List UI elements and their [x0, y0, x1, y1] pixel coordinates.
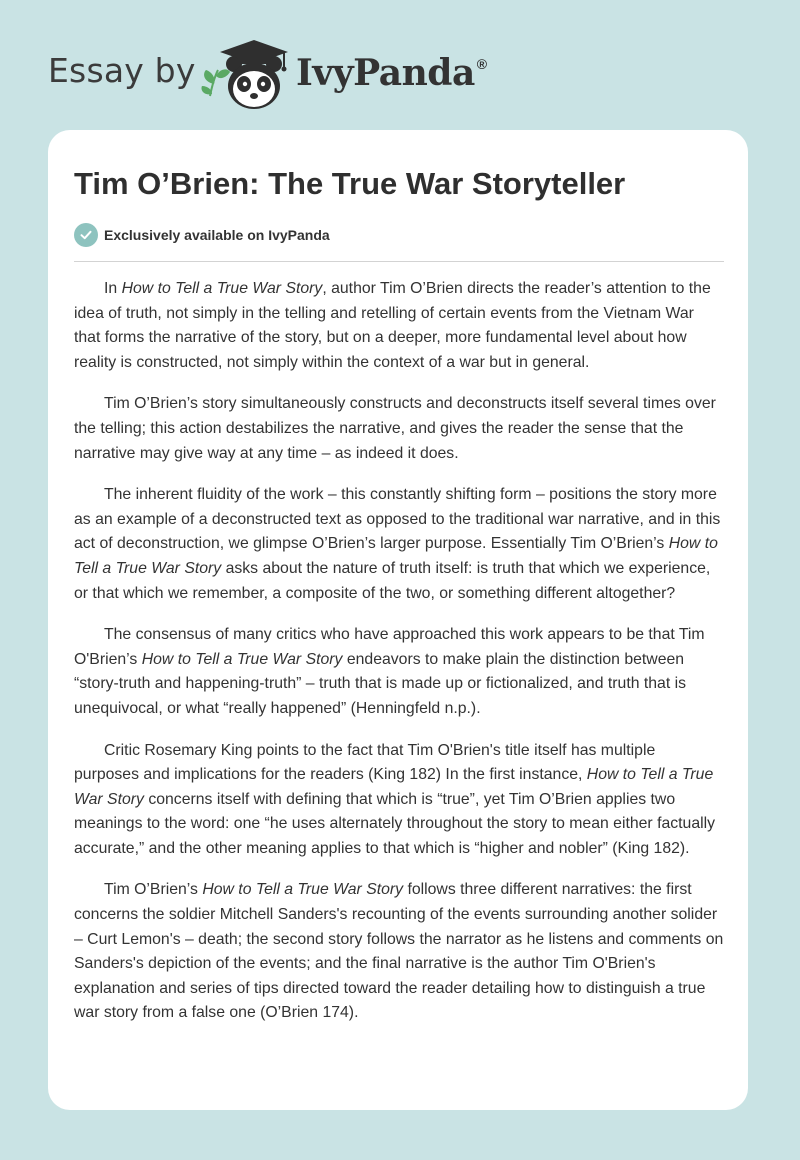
paragraph-3-book-title: How to Tell a True War Story	[74, 535, 718, 577]
essay-card	[48, 130, 748, 1110]
brand-name-text: IvyPanda	[296, 52, 475, 94]
registered-mark: ®	[476, 56, 487, 72]
exclusive-badge-label: Exclusively available on IvyPanda	[104, 227, 330, 243]
paragraph-3-text-c: asks about the nature of truth itself: is truth that which we experience, or that which we remember, a composite of the two, or something different altogether?	[74, 559, 711, 602]
paragraph-2: Tim O’Brien’s story simultaneously constructs and deconstructs itself several times over the telling; this action destabilizes the narrative, and gives the reader the sense that the narrative may give way at any time – as indeed it does.	[74, 395, 716, 462]
ivypanda-logo-icon[interactable]	[200, 34, 292, 114]
paragraph-1-book-title: How to Tell a True War Story	[121, 280, 323, 297]
paragraph-5-book-title: How to Tell a True War Story	[74, 766, 714, 808]
paragraph-6	[74, 878, 724, 1026]
paragraph-4-book-title: How to Tell a True War Story	[141, 650, 343, 668]
page-title: Tim O’Brien: The True War Storyteller	[74, 166, 626, 201]
paragraph-3	[74, 483, 724, 606]
site-header	[48, 28, 508, 118]
title-divider	[74, 261, 724, 262]
check-icon	[74, 223, 98, 247]
paragraph-1-text-c: , author Tim O’Brien directs the reader’s attention to the idea of truth, not simply in the telling and retelling of certain events from the Vietnam War that forms the narrative of the story, but on a deeper, more fundamental level about how reality is constructed, not simply within the context of a war but in general.	[74, 280, 711, 371]
paragraph-5	[74, 739, 724, 862]
paragraph-6-book-title: How to Tell a True War Story	[202, 881, 404, 899]
paragraph-4-text-a: The consensus of many critics who have approached this work appears to be that Tim O'Brien’s	[74, 626, 705, 668]
paragraph-5-text-c: concerns itself with defining that which is “true”, yet Tim O’Brien applies two meanings to the word: one “he uses alternately throughout the story to mean either factually accurate,” and the other meaning applies to that which is “higher and nobler” (King 182).	[74, 790, 716, 857]
paragraph-1-text-a: In	[104, 280, 122, 297]
essay-body	[74, 277, 724, 1043]
paragraph-6-text-a: Tim O’Brien’s	[104, 881, 203, 899]
paragraph-4-text-c: endeavors to make plain the distinction between “story-truth and happening-truth” – truth that is made up or fictionalized, and truth that is unequivocal, or what “really happened” (Henningfeld n.p.).	[74, 650, 687, 717]
brand-name[interactable]	[296, 52, 487, 94]
paragraph-5-text-a: Critic Rosemary King points to the fact that Tim O'Brien's title itself has multiple purposes and implications for the readers (King 182) In the first instance,	[74, 741, 656, 784]
paragraph-4	[74, 623, 724, 721]
paragraph-3-text-a: The inherent fluidity of the work – this constantly shifting form – positions the story more as an example of a deconstructed text as opposed to the traditional war narrative, and in this act of deconstruction, we glimpse O’Brien’s larger purpose. Essentially Tim O’Brien’s	[74, 486, 721, 553]
exclusive-badge	[74, 222, 330, 248]
paragraph-6-text-c: follows three different narratives: the first concerns the soldier Mitchell Sanders's recounting of the events surrounding another solider – Curt Lemon's – death; the second story follows the narrator as he listens and comments on Sanders's depiction of the events; and the final narrative is the author Tim O'Brien's explanation and series of tips directed toward the reader detailing how to distinguish a true war story from a false one (O’Brien 174).	[74, 881, 724, 1022]
essay-by-label: Essay by	[48, 51, 196, 90]
paragraph-1	[74, 277, 724, 375]
